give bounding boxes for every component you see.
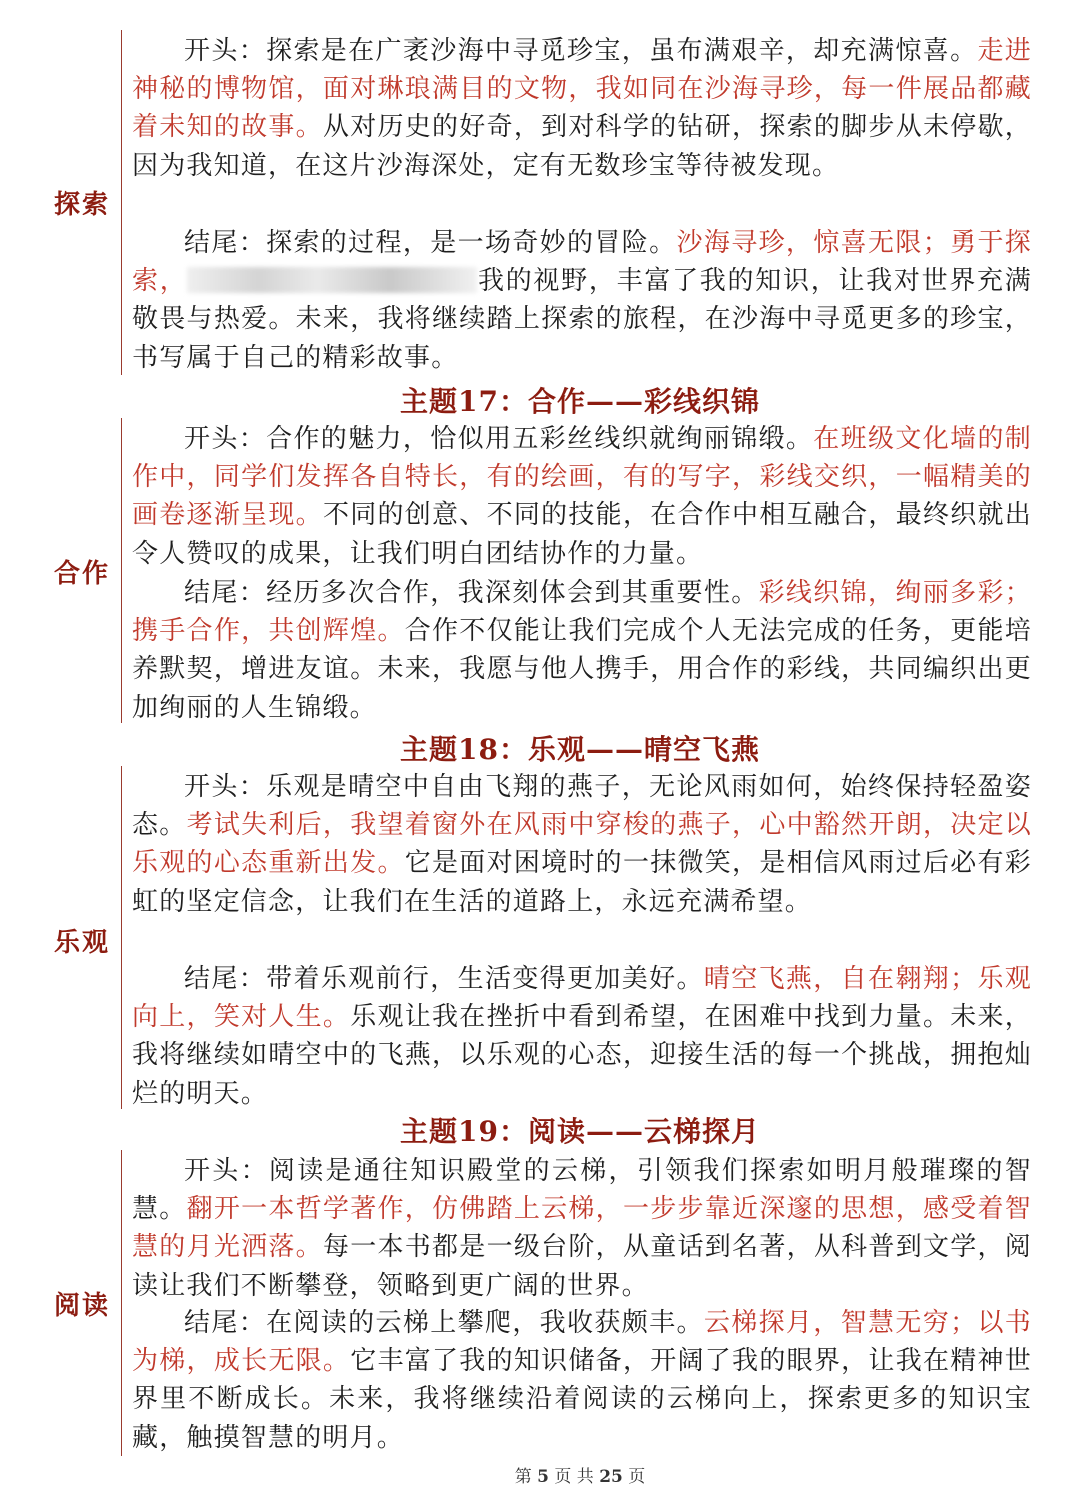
ending-lead: 结尾：带着乐观前行，生活变得更加美好。: [184, 964, 704, 994]
ending-highlight: 彩线织锦，绚丽多彩；携手合作，共创辉煌。: [132, 578, 1032, 647]
ending-paragraph: [132, 960, 1032, 1113]
opening-paragraph: [132, 420, 1032, 573]
section-label: 探索: [54, 190, 111, 220]
ending-rest: 合作不仅能让我们完成个人无法完成的任务，更能培养默契，增进友谊。未来，我愿与他人携手，用合作的彩线，共同编织出更加绚丽的人生锦缎。: [132, 616, 1032, 723]
page-suffix: 页: [628, 1467, 646, 1487]
ending-lead: 结尾：在阅读的云梯上攀爬，我收获颇丰。: [184, 1308, 704, 1338]
ending-rest: 我的视野，丰富了我的知识，让我对世界充满敬畏与热爱。未来，我将继续踏上探索的旅程，在沙海中寻觅更多的珍宝，书写属于自己的精彩故事。: [132, 266, 1032, 373]
ending-rest: 乐观让我在挫折中看到希望，在困难中找到力量。未来，我将继续如晴空中的飞燕，以乐观的心态，迎接生活的每一个挑战，拥抱灿烂的明天。: [132, 1002, 1032, 1109]
theme-title: 主题18：乐观——晴空飞燕: [400, 733, 760, 766]
ending-paragraph: [132, 1304, 1032, 1457]
page-mid: 页 共: [554, 1467, 594, 1487]
opening-rest: 从对历史的好奇，到对科学的钻研，探索的脚步从未停歇，因为我知道，在这片沙海深处，定有无数珍宝等待被发现。: [132, 112, 1033, 181]
current-page: 5: [537, 1467, 549, 1487]
section-bracket: [121, 766, 122, 1109]
ending-highlight: 云梯探月，智慧无穷；以书为梯，成长无限。: [132, 1308, 1032, 1377]
section-label: 合作: [54, 559, 111, 589]
opening-highlight: 翻开一本哲学著作，仿佛踏上云梯，一步步靠近深邃的思想，感受着智慧的月光洒落。: [132, 1194, 1033, 1263]
opening-paragraph: [132, 768, 1032, 921]
total-pages: 25: [599, 1467, 623, 1487]
ending-paragraph: [132, 224, 1032, 377]
ending-highlight: 沙海寻珍，惊喜无限；勇于探索，: [132, 228, 1032, 297]
opening-rest: 不同的创意、不同的技能，在合作中相互融合，最终织就出令人赞叹的成果，让我们明白团结协作的力量。: [132, 500, 1033, 569]
opening-lead: 开头：探索是在广袤沙海中寻觅珍宝，虽布满艰辛，却充满惊喜。: [184, 36, 978, 66]
theme-title: 主题19：阅读——云梯探月: [400, 1115, 760, 1148]
ending-paragraph: [132, 574, 1032, 727]
ending-lead: 结尾：探索的过程，是一场奇妙的冒险。: [184, 228, 677, 258]
theme-title: 主题17：合作——彩线织锦: [400, 385, 760, 418]
opening-highlight: 考试失利后，我望着窗外在风雨中穿梭的燕子，心中豁然开朗，决定以乐观的心态重新出发。: [132, 810, 1033, 879]
ending-highlight: 晴空飞燕，自在翱翔；乐观向上，笑对人生。: [132, 964, 1032, 1033]
section-label: 阅读: [54, 1291, 111, 1321]
opening-lead: 开头：合作的魅力，恰似用五彩丝线织就绚丽锦缎。: [184, 424, 814, 454]
section-bracket: [121, 418, 122, 723]
section-bracket: [121, 30, 122, 375]
ending-lead: 结尾：经历多次合作，我深刻体会到其重要性。: [184, 578, 759, 608]
opening-highlight: 在班级文化墙的制作中，同学们发挥各自特长，有的绘画，有的写字，彩线交织，一幅精美的画卷逐渐呈现。: [132, 424, 1032, 531]
redacted-blur: [187, 267, 477, 293]
section-label: 乐观: [54, 928, 111, 958]
opening-highlight: 走进神秘的博物馆，面对琳琅满目的文物，我如同在沙海寻珍，每一件展品都藏着未知的故事。: [132, 36, 1032, 143]
page-prefix: 第: [514, 1467, 532, 1487]
opening-lead: 开头：阅读是通往知识殿堂的云梯，引领我们探索如明月般璀璨的智慧。: [132, 1156, 1032, 1225]
opening-lead: 开头：乐观是晴空中自由飞翔的燕子，无论风雨如何，始终保持轻盈姿态。: [132, 772, 1032, 841]
opening-paragraph: [132, 1152, 1032, 1305]
opening-rest: 它是面对困境时的一抹微笑，是相信风雨过后必有彩虹的坚定信念，让我们在生活的道路上，永远充满希望。: [132, 848, 1032, 917]
opening-paragraph: [132, 32, 1032, 185]
opening-rest: 每一本书都是一级台阶，从童话到名著，从科普到文学，阅读让我们不断攀登，领略到更广阔的世界。: [132, 1232, 1033, 1301]
section-bracket: [121, 1150, 122, 1456]
page-number: [0, 1462, 1080, 1487]
ending-rest: 它丰富了我的知识储备，开阔了我的眼界，让我在精神世界里不断成长。未来，我将继续沿着阅读的云梯向上，探索更多的知识宝藏，触摸智慧的明月。: [132, 1346, 1032, 1453]
